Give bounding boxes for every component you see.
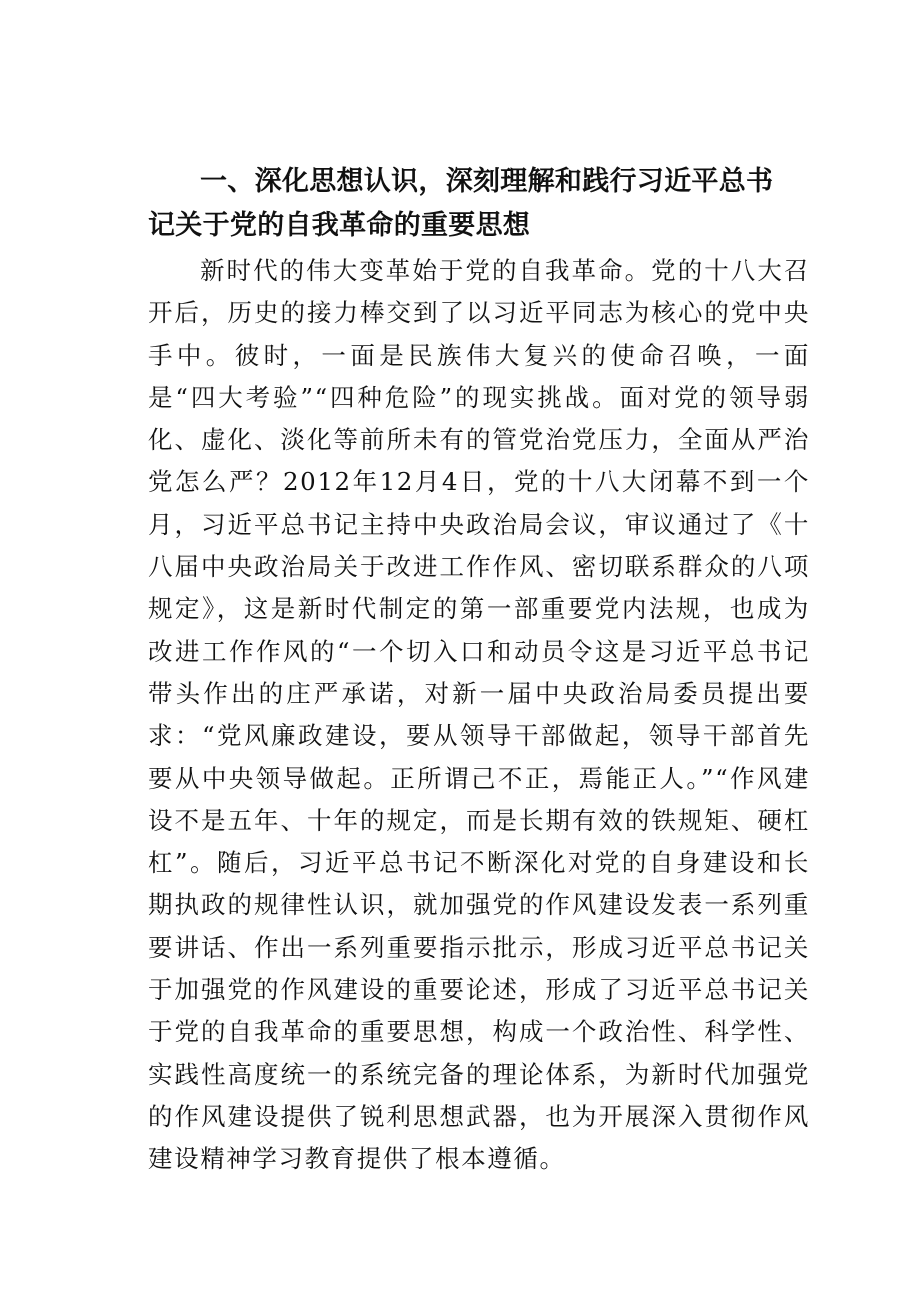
- body-paragraph: 新时代的伟大变革始于党的自我革命。党的十八大召开后，历史的接力棒交到了以习近平同志为核心的党中央手中。彼时，一面是民族伟大复兴的使命召唤，一面是“四大考验”“四种危险”的现实挑战。面对党的领导弱化、虚化、淡化等前所未有的管党治党压力，全面从严治党怎么严？2012年12月4日，党的十八大闭幕不到一个月，习近平总书记主持中央政治局会议，审议通过了《十八届中央政治局关于改进工作作风、密切联系群众的八项规定》，这是新时代制定的第一部重要党内法规，也成为改进工作作风的“一个切入口和动员令这是习近平总书记带头作出的庄严承诺，对新一届中央政治局委员提出要求：“党风廉政建设，要从领导干部做起，领导干部首先要从中央领导做起。正所谓己不正，焉能正人。”“作风建设不是五年、十年的规定，而是长期有效的铁规矩、硬杠杠”。随后，习近平总书记不断深化对党的自身建设和长期执政的规律性认识，就加强党的作风建设发表一系列重要讲话、作出一系列重要指示批示，形成习近平总书记关于加强党的作风建设的重要论述，形成了习近平总书记关于党的自我革命的重要思想，构成一个政治性、科学性、实践性高度统一的系统完备的理论体系，为新时代加强党的作风建设提供了锐利思想武器，也为开展深入贯彻作风建设精神学习教育提供了根本遵循。: [148, 256, 810, 1174]
- section-heading: 一、深化思想认识，深刻理解和践行习近平总书记关于党的自我革命的重要思想: [148, 166, 774, 241]
